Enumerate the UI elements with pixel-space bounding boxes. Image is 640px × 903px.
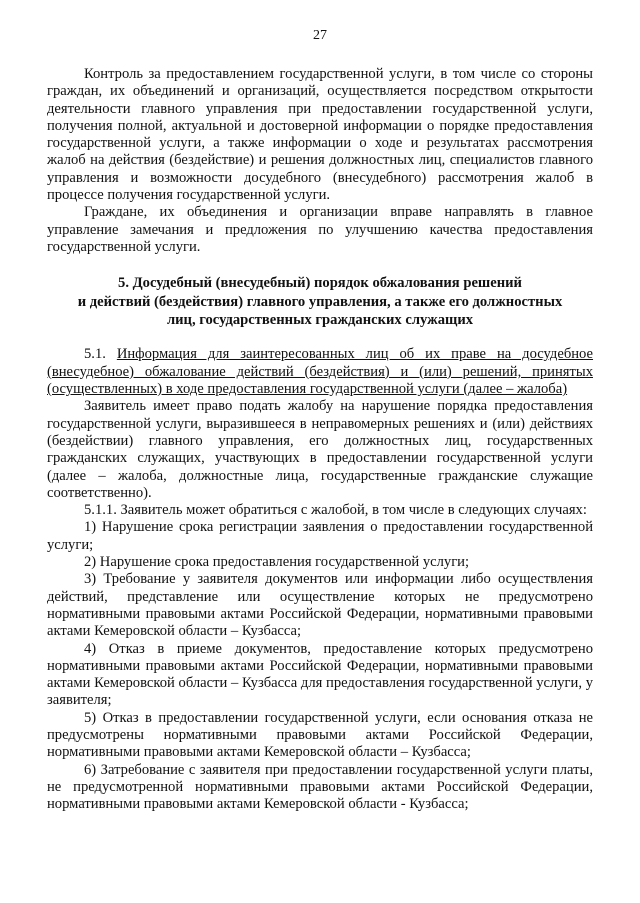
section-heading xyxy=(47,274,593,329)
list-item: 4) Отказ в приеме документов, предоставление которых предусмотрено нормативными правовыми актами Российской Федерации, нормативными правовыми актами Кемеровской области – Кузбасса для предоставления государственной услуги, у заявителя; xyxy=(47,640,593,709)
paragraph-control: Контроль за предоставлением государственной услуги, в том числе со стороны граждан, их объединений и организаций, осуществляется посредством открытости деятельности главного управления при предоставлении государственной услуги, получения полной, актуальной и достоверной информации о порядке предоставления государственной услуги, а также информации о ходе и результатах рассмотрения жалоб на действия (бездействие) и решения должностных лиц, специалистов главного управления и возможности досудебного (внесудебного) рассмотрения жалоб в процессе получения государственной услуги. xyxy=(47,66,593,204)
list-item: 5) Отказ в предоставлении государственной услуги, если основания отказа не предусмотрены нормативными правовыми актами Российской Федерации, нормативными правовыми актами Кемеровской области – Кузбасса; xyxy=(47,709,593,761)
list-item: 6) Затребование с заявителя при предоставлении государственной услуги платы, не предусмотренной нормативными правовыми актами Российской Федерации, нормативными правовыми актами Кемеровской области - Кузбасса; xyxy=(47,761,593,813)
subsection-5-1 xyxy=(47,346,593,398)
list-item: 1) Нарушение срока регистрации заявления о предоставлении государственной услуги; xyxy=(47,519,593,553)
section-heading-line: 5. Досудебный (внесудебный) порядок обжалования решений xyxy=(118,275,522,292)
list-item: 3) Требование у заявителя документов или информации либо осуществления действий, представление или осуществление которых не предусмотрено нормативными правовыми актами Российской Федерации, нормативными правовыми актами Кемеровской области – Кузбасса; xyxy=(47,571,593,640)
list-item: 2) Нарушение срока предоставления государственной услуги; xyxy=(84,554,470,571)
paragraph-5-1-1: 5.1.1. Заявитель может обратиться с жалобой, в том числе в следующих случаях: xyxy=(84,502,587,519)
paragraph-citizens-proposals: Граждане, их объединения и организации вправе направлять в главное управление замечания и предложения по улучшению качества предоставления государственной услуги. xyxy=(47,204,593,255)
section-heading-line: лиц, государственных гражданских служащих xyxy=(166,312,474,329)
subsection-number: 5.1. xyxy=(84,346,106,363)
page-number: 27 xyxy=(313,28,327,43)
subsection-title: Информация для заинтересованных лиц об их праве на досудебное (внесудебное) обжалование действий (бездействия) и (или) решений, принятых (осуществленных) в ходе предоставления государственной услуги (далее – жалоба) xyxy=(47,346,594,398)
paragraph-right-to-complain: Заявитель имеет право подать жалобу на нарушение порядка предоставления государственной услуги, выразившееся в неправомерных решениях и (или) действиях (бездействии) главного управления, его должностных лиц, государственных гражданских служащих, участвующих в предоставлении государственной услуги (далее – жалоба, должностные лица, государственные гражданские служащие соответственно). xyxy=(47,398,593,501)
section-heading-line: и действий (бездействия) главного управления, а также его должностных xyxy=(77,293,563,310)
document-body xyxy=(47,66,593,814)
